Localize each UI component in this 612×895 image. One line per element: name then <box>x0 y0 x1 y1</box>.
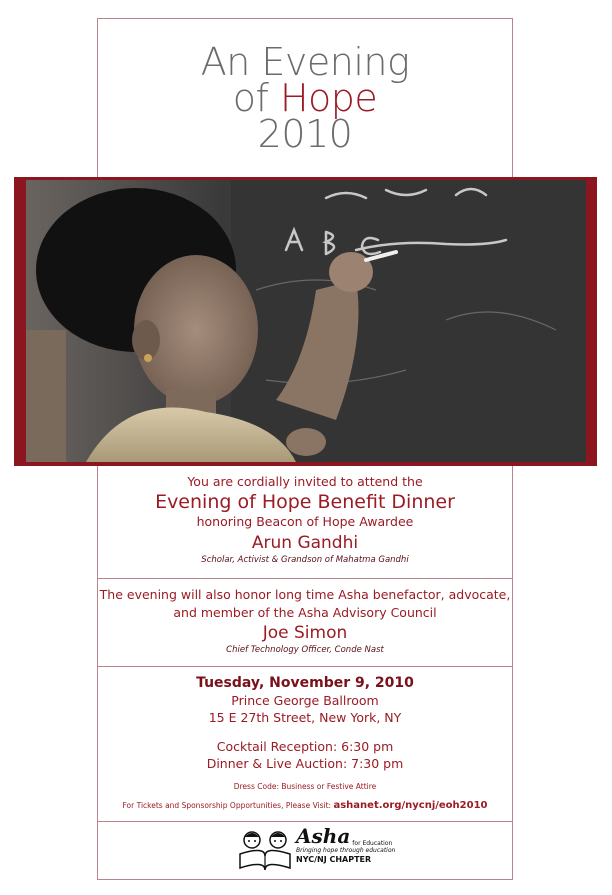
event-name: Evening of Hope Benefit Dinner <box>155 491 455 513</box>
event-date: Tuesday, November 9, 2010 <box>196 675 414 691</box>
asha-logo-text <box>296 826 395 865</box>
logo-name: Asha <box>296 824 351 848</box>
logo-for-education: for Education <box>352 840 393 847</box>
logo-chapter: NYC/NJ CHAPTER <box>296 855 372 864</box>
invitation-section <box>97 474 513 566</box>
awardee-title: Scholar, Activist & Grandson of Mahatma Gandhi <box>201 555 409 565</box>
divider-3 <box>97 821 513 822</box>
tickets-link[interactable]: ashanet.org/nycnj/eoh2010 <box>333 800 488 811</box>
dress-code: Dress Code: Business or Festive Attire <box>233 782 377 791</box>
title-year: 2010 <box>257 112 353 156</box>
honoree-name: Joe Simon <box>262 623 348 643</box>
dinner-time: Dinner & Live Auction: 7:30 pm <box>206 756 404 771</box>
honor-line-2: and member of the Asha Advisory Council <box>173 605 437 620</box>
awardee-name: Arun Gandhi <box>251 533 359 553</box>
title-line-1: An Evening <box>200 40 410 84</box>
title-hope: Hope <box>279 76 378 120</box>
page-title <box>97 40 513 156</box>
title-line-2 <box>97 76 513 120</box>
photo-illustration <box>26 180 586 462</box>
photo-band <box>14 177 597 466</box>
honoring-line: honoring Beacon of Hope Awardee <box>196 514 414 529</box>
tickets-text: For Tickets and Sponsorship Opportunities, Please Visit: <box>122 801 334 810</box>
cocktail-time: Cocktail Reception: 6:30 pm <box>216 739 394 754</box>
logo-tagline: Bringing hope through education <box>296 847 396 854</box>
details-section <box>97 674 513 811</box>
invite-line: You are cordially invited to attend the <box>187 474 423 489</box>
honoree-title: Chief Technology Officer, Conde Nast <box>226 645 384 655</box>
title-of: of <box>232 76 280 120</box>
event-address: 15 E 27th Street, New York, NY <box>208 710 402 725</box>
photo-girl-chalkboard <box>26 180 586 462</box>
honor-line-1: The evening will also honor long time Asha benefactor, advocate, <box>99 587 511 602</box>
honor-section <box>97 586 513 656</box>
event-venue: Prince George Ballroom <box>231 693 379 708</box>
divider-1 <box>97 578 513 579</box>
tickets-line <box>97 801 513 811</box>
divider-2 <box>97 666 513 667</box>
